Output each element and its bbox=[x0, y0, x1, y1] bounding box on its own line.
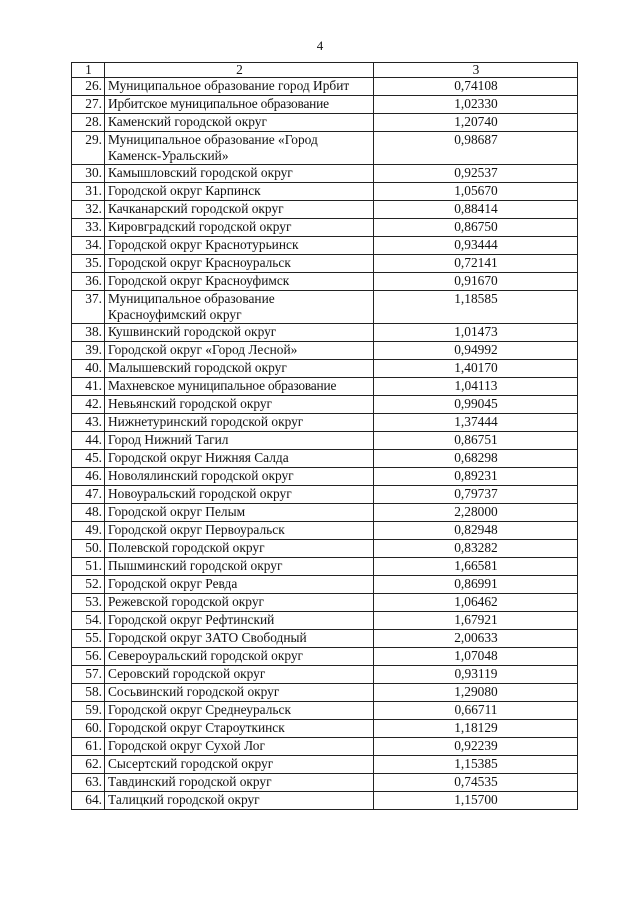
table-row bbox=[72, 684, 578, 702]
coefficient-value: 1,67921 bbox=[374, 612, 578, 630]
row-number: 58. bbox=[72, 684, 105, 702]
table-row bbox=[72, 540, 578, 558]
table-row bbox=[72, 576, 578, 594]
coefficient-value: 1,15700 bbox=[374, 792, 578, 810]
municipality-name: Пышминский городской округ bbox=[105, 558, 374, 576]
table-row bbox=[72, 378, 578, 396]
municipality-name: Серовский городской округ bbox=[105, 666, 374, 684]
page-number: 4 bbox=[316, 38, 324, 53]
table-row bbox=[72, 360, 578, 378]
coefficient-value: 1,18585 bbox=[374, 291, 578, 324]
row-number: 55. bbox=[72, 630, 105, 648]
coefficient-value: 1,15385 bbox=[374, 756, 578, 774]
municipality-name: Городской округ Ревда bbox=[105, 576, 374, 594]
table-row bbox=[72, 612, 578, 630]
coefficients-table bbox=[71, 62, 578, 810]
municipality-name: Муниципальное образование «Город Каменск-Уральский» bbox=[105, 132, 374, 165]
municipality-name: Муниципальное образование город Ирбит bbox=[105, 78, 374, 96]
municipality-name: Сысертский городской округ bbox=[105, 756, 374, 774]
table-row bbox=[72, 558, 578, 576]
table-row bbox=[72, 96, 578, 114]
table-row bbox=[72, 237, 578, 255]
row-number: 52. bbox=[72, 576, 105, 594]
row-number: 44. bbox=[72, 432, 105, 450]
coefficient-value: 0,66711 bbox=[374, 702, 578, 720]
municipality-name: Режевской городской округ bbox=[105, 594, 374, 612]
municipality-name: Городской округ Первоуральск bbox=[105, 522, 374, 540]
coefficient-value: 1,40170 bbox=[374, 360, 578, 378]
coefficient-value: 0,74535 bbox=[374, 774, 578, 792]
municipality-name: Новоуральский городской округ bbox=[105, 486, 374, 504]
table-row bbox=[72, 324, 578, 342]
row-number: 51. bbox=[72, 558, 105, 576]
row-number: 43. bbox=[72, 414, 105, 432]
table-row bbox=[72, 666, 578, 684]
row-number: 53. bbox=[72, 594, 105, 612]
row-number: 30. bbox=[72, 165, 105, 183]
table-row bbox=[72, 165, 578, 183]
table-header-row bbox=[72, 63, 578, 78]
row-number: 29. bbox=[72, 132, 105, 165]
row-number: 57. bbox=[72, 666, 105, 684]
coefficient-value: 0,86991 bbox=[374, 576, 578, 594]
coefficient-value: 0,72141 bbox=[374, 255, 578, 273]
table-row bbox=[72, 504, 578, 522]
municipality-name: Городской округ ЗАТО Свободный bbox=[105, 630, 374, 648]
municipality-name: Нижнетуринский городской округ bbox=[105, 414, 374, 432]
table-row bbox=[72, 273, 578, 291]
table-row bbox=[72, 201, 578, 219]
municipality-name: Городской округ Красноуфимск bbox=[105, 273, 374, 291]
table-row bbox=[72, 432, 578, 450]
row-number: 37. bbox=[72, 291, 105, 324]
municipality-name: Городской округ Рефтинский bbox=[105, 612, 374, 630]
row-number: 49. bbox=[72, 522, 105, 540]
row-number: 45. bbox=[72, 450, 105, 468]
row-number: 48. bbox=[72, 504, 105, 522]
coefficient-value: 1,20740 bbox=[374, 114, 578, 132]
row-number: 26. bbox=[72, 78, 105, 96]
coefficient-value: 1,06462 bbox=[374, 594, 578, 612]
coefficient-value: 1,29080 bbox=[374, 684, 578, 702]
row-number: 34. bbox=[72, 237, 105, 255]
column-header-3: 3 bbox=[374, 63, 578, 78]
municipality-name: Городской округ Карпинск bbox=[105, 183, 374, 201]
row-number: 56. bbox=[72, 648, 105, 666]
municipality-name: Талицкий городской округ bbox=[105, 792, 374, 810]
table-row bbox=[72, 594, 578, 612]
table-row bbox=[72, 450, 578, 468]
municipality-name: Камышловский городской округ bbox=[105, 165, 374, 183]
coefficient-value: 1,37444 bbox=[374, 414, 578, 432]
table-row bbox=[72, 342, 578, 360]
table-row bbox=[72, 756, 578, 774]
table-row bbox=[72, 78, 578, 96]
coefficient-value: 0,94992 bbox=[374, 342, 578, 360]
municipality-name: Городской округ Нижняя Салда bbox=[105, 450, 374, 468]
table-body bbox=[72, 63, 578, 810]
coefficient-value: 1,04113 bbox=[374, 378, 578, 396]
row-number: 35. bbox=[72, 255, 105, 273]
coefficient-value: 0,98687 bbox=[374, 132, 578, 165]
row-number: 62. bbox=[72, 756, 105, 774]
coefficient-value: 2,00633 bbox=[374, 630, 578, 648]
coefficient-value: 0,79737 bbox=[374, 486, 578, 504]
row-number: 50. bbox=[72, 540, 105, 558]
coefficient-value: 1,05670 bbox=[374, 183, 578, 201]
coefficient-value: 0,88414 bbox=[374, 201, 578, 219]
coefficient-value: 0,93444 bbox=[374, 237, 578, 255]
table-row bbox=[72, 792, 578, 810]
coefficient-value: 0,74108 bbox=[374, 78, 578, 96]
municipality-name: Городской округ Пелым bbox=[105, 504, 374, 522]
table-row bbox=[72, 738, 578, 756]
row-number: 27. bbox=[72, 96, 105, 114]
table-row bbox=[72, 414, 578, 432]
municipality-name: Городской округ Красноуральск bbox=[105, 255, 374, 273]
coefficient-value: 0,92537 bbox=[374, 165, 578, 183]
row-number: 36. bbox=[72, 273, 105, 291]
row-number: 61. bbox=[72, 738, 105, 756]
row-number: 31. bbox=[72, 183, 105, 201]
municipality-name: Каменский городской округ bbox=[105, 114, 374, 132]
table-row bbox=[72, 486, 578, 504]
row-number: 38. bbox=[72, 324, 105, 342]
municipality-name: Качканарский городской округ bbox=[105, 201, 374, 219]
coefficient-value: 0,89231 bbox=[374, 468, 578, 486]
coefficient-value: 1,07048 bbox=[374, 648, 578, 666]
municipality-name: Городской округ Сухой Лог bbox=[105, 738, 374, 756]
table-row bbox=[72, 219, 578, 237]
column-header-1: 1 bbox=[72, 63, 105, 78]
municipality-name: Кушвинский городской округ bbox=[105, 324, 374, 342]
municipality-name: Ирбитское муниципальное образование bbox=[105, 96, 374, 114]
coefficient-value: 0,99045 bbox=[374, 396, 578, 414]
table-row bbox=[72, 648, 578, 666]
row-number: 64. bbox=[72, 792, 105, 810]
row-number: 54. bbox=[72, 612, 105, 630]
row-number: 32. bbox=[72, 201, 105, 219]
row-number: 59. bbox=[72, 702, 105, 720]
municipality-name: Городской округ Краснотурьинск bbox=[105, 237, 374, 255]
row-number: 42. bbox=[72, 396, 105, 414]
row-number: 33. bbox=[72, 219, 105, 237]
municipality-name: Городской округ «Город Лесной» bbox=[105, 342, 374, 360]
coefficient-value: 1,01473 bbox=[374, 324, 578, 342]
coefficient-value: 0,91670 bbox=[374, 273, 578, 291]
municipality-name: Полевской городской округ bbox=[105, 540, 374, 558]
table-row bbox=[72, 183, 578, 201]
table-row bbox=[72, 630, 578, 648]
table-row bbox=[72, 291, 578, 324]
table-row bbox=[72, 396, 578, 414]
coefficient-value: 1,02330 bbox=[374, 96, 578, 114]
coefficient-value: 0,93119 bbox=[374, 666, 578, 684]
coefficient-value: 2,28000 bbox=[374, 504, 578, 522]
municipality-name: Североуральский городской округ bbox=[105, 648, 374, 666]
table-row bbox=[72, 132, 578, 165]
row-number: 41. bbox=[72, 378, 105, 396]
coefficient-value: 0,68298 bbox=[374, 450, 578, 468]
table-row bbox=[72, 114, 578, 132]
coefficient-value: 0,82948 bbox=[374, 522, 578, 540]
municipality-name: Сосьвинский городской округ bbox=[105, 684, 374, 702]
row-number: 28. bbox=[72, 114, 105, 132]
municipality-name: Городской округ Среднеуральск bbox=[105, 702, 374, 720]
municipality-name: Махневское муниципальное образование bbox=[105, 378, 374, 396]
municipality-name: Тавдинский городской округ bbox=[105, 774, 374, 792]
column-header-2: 2 bbox=[105, 63, 374, 78]
coefficient-value: 1,18129 bbox=[374, 720, 578, 738]
municipality-name: Новолялинский городской округ bbox=[105, 468, 374, 486]
municipality-name: Город Нижний Тагил bbox=[105, 432, 374, 450]
municipality-name: Городской округ Староуткинск bbox=[105, 720, 374, 738]
row-number: 46. bbox=[72, 468, 105, 486]
table-row bbox=[72, 702, 578, 720]
municipality-name: Кировградский городской округ bbox=[105, 219, 374, 237]
table-row bbox=[72, 522, 578, 540]
table-row bbox=[72, 774, 578, 792]
table-row bbox=[72, 255, 578, 273]
row-number: 47. bbox=[72, 486, 105, 504]
row-number: 39. bbox=[72, 342, 105, 360]
table-row bbox=[72, 720, 578, 738]
row-number: 40. bbox=[72, 360, 105, 378]
coefficient-value: 0,92239 bbox=[374, 738, 578, 756]
municipality-name: Невьянский городской округ bbox=[105, 396, 374, 414]
table-row bbox=[72, 468, 578, 486]
coefficient-value: 0,86751 bbox=[374, 432, 578, 450]
municipality-name: Муниципальное образование Красноуфимский округ bbox=[105, 291, 374, 324]
coefficient-value: 0,83282 bbox=[374, 540, 578, 558]
row-number: 60. bbox=[72, 720, 105, 738]
municipality-name: Малышевский городской округ bbox=[105, 360, 374, 378]
coefficient-value: 1,66581 bbox=[374, 558, 578, 576]
row-number: 63. bbox=[72, 774, 105, 792]
coefficient-value: 0,86750 bbox=[374, 219, 578, 237]
